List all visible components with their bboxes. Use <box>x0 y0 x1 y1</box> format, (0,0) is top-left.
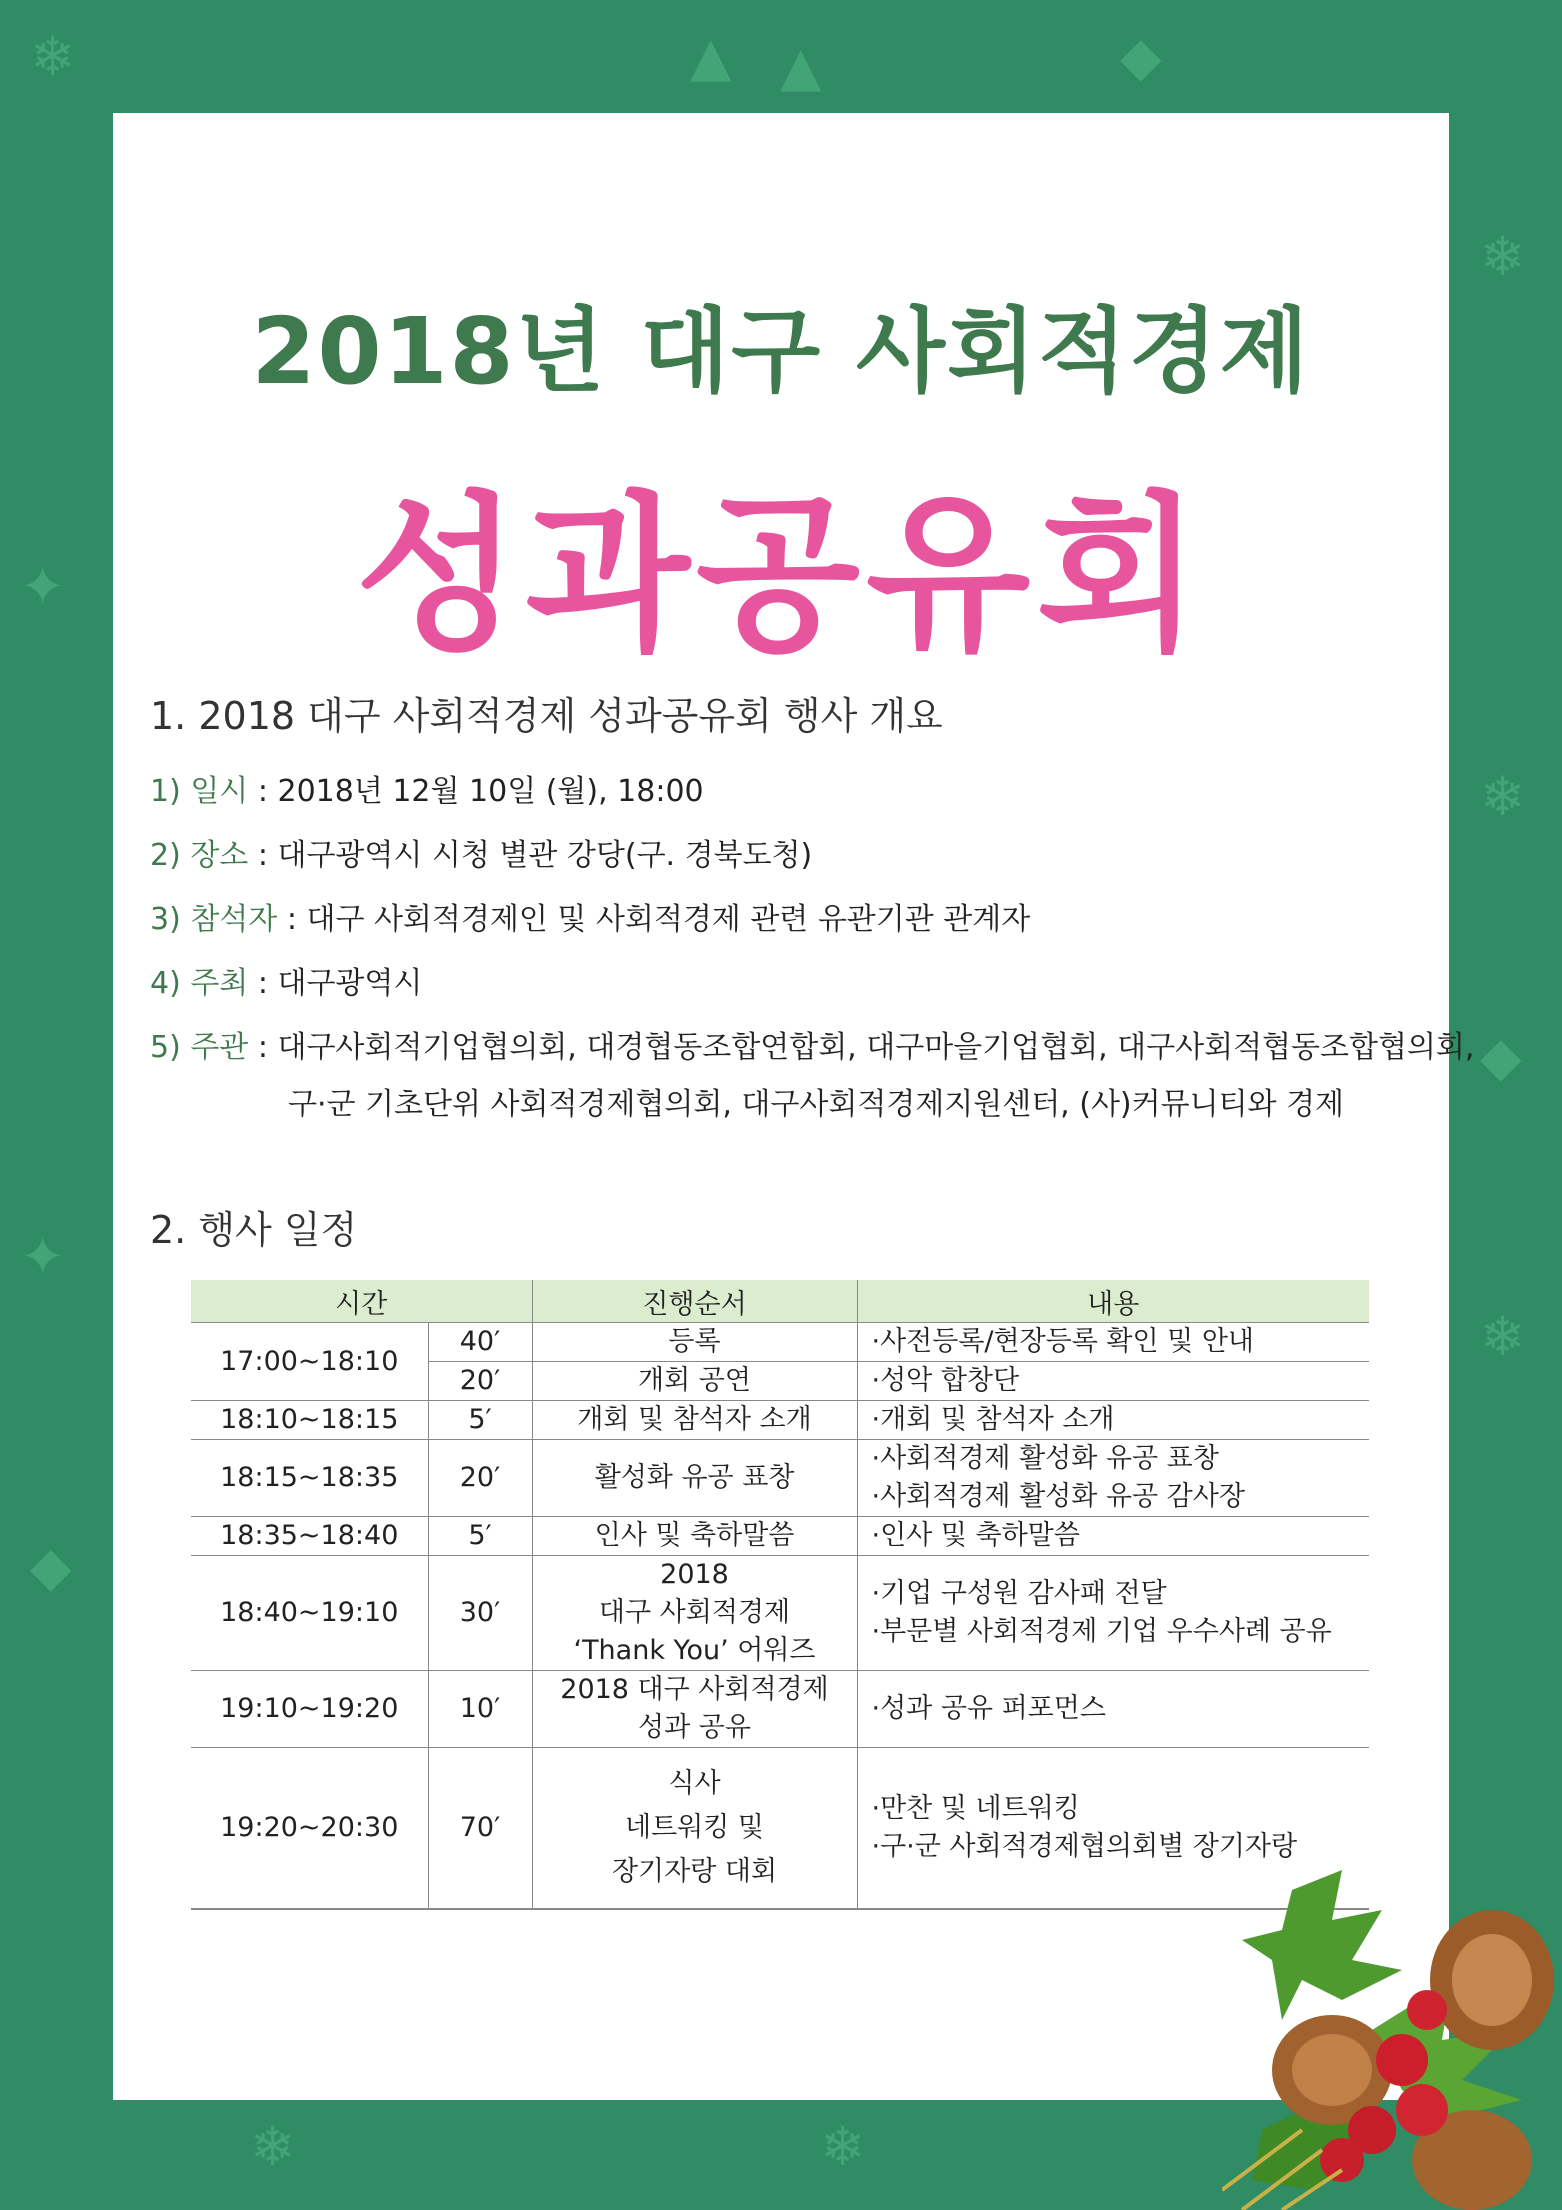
section2-heading: 2. 행사 일정 <box>150 1208 358 1252</box>
content-line: ·사회적경제 활성화 유공 표창 <box>871 1443 1219 1474</box>
program-line: 2018 대구 사회적경제 <box>560 1674 829 1705</box>
tree-icon: ▲ <box>780 35 822 98</box>
info-label: 2) 장소 <box>150 838 249 873</box>
content-cell <box>857 1556 1369 1671</box>
duration-cell: 20′ <box>428 1440 532 1517</box>
snowflake-icon: ❄ <box>1480 225 1526 288</box>
time-cell: 17:00~18:10 <box>191 1323 428 1401</box>
info-label: 4) 주최 <box>150 966 249 1001</box>
table-row <box>191 1401 1369 1440</box>
content-line: ·사회적경제 활성화 유공 감사장 <box>871 1481 1245 1512</box>
program-line: 장기자랑 대회 <box>611 1856 778 1887</box>
info-value: : 2018년 12월 10일 (월), 18:00 <box>248 774 704 809</box>
program-line: 성과 공유 <box>638 1712 751 1743</box>
duration-cell: 20′ <box>428 1362 532 1401</box>
content-line: ·부문별 사회적경제 기업 우수사례 공유 <box>871 1616 1332 1647</box>
content-cell: ·인사 및 축하말씀 <box>857 1517 1369 1556</box>
info-value: : 대구광역시 시청 별관 강당(구. 경북도청) <box>248 838 813 873</box>
table-row <box>191 1556 1369 1671</box>
content-cell <box>857 1440 1369 1517</box>
holly-icon: ✦ <box>20 555 66 618</box>
gift-icon: ◆ <box>30 1535 72 1598</box>
info-item-place <box>150 830 812 874</box>
snowflake-icon: ❄ <box>30 25 76 88</box>
program-cell: 등록 <box>532 1323 857 1362</box>
column-header-content: 내용 <box>857 1280 1369 1323</box>
time-cell: 18:40~19:10 <box>191 1556 428 1671</box>
duration-cell: 5′ <box>428 1517 532 1556</box>
info-item-organizer-cont: 구·군 기초단위 사회적경제협의회, 대구사회적경제지원센터, (사)커뮤니티와 경제 <box>288 1087 1345 1122</box>
duration-cell: 30′ <box>428 1556 532 1671</box>
program-cell: 활성화 유공 표창 <box>532 1440 857 1517</box>
info-value: : 대구광역시 <box>248 966 423 1001</box>
info-label: 1) 일시 <box>150 774 249 809</box>
program-line: 네트워킹 및 <box>625 1812 764 1843</box>
holly-icon: ✦ <box>20 1225 66 1288</box>
snowflake-icon: ❄ <box>1480 1305 1526 1368</box>
program-cell: 개회 공연 <box>532 1362 857 1401</box>
poster-paper <box>113 113 1475 2100</box>
info-item-host <box>150 958 422 1002</box>
time-cell: 18:15~18:35 <box>191 1440 428 1517</box>
info-item-attendees <box>150 894 1030 938</box>
program-line: ‘Thank You’ 어워즈 <box>573 1635 816 1666</box>
program-cell: 인사 및 축하말씀 <box>532 1517 857 1556</box>
info-label: 5) 주관 <box>150 1030 249 1065</box>
table-header-row <box>191 1280 1369 1323</box>
table-row <box>191 1671 1369 1748</box>
snowflake-icon: ❄ <box>250 2115 296 2178</box>
program-cell <box>532 1671 857 1748</box>
content-cell: ·성악 합창단 <box>857 1362 1369 1401</box>
table-row <box>191 1440 1369 1517</box>
snowflake-icon: ❄ <box>1480 765 1526 828</box>
program-cell: 개회 및 참석자 소개 <box>532 1401 857 1440</box>
program-line: 식사 <box>668 1768 721 1799</box>
schedule-table <box>191 1280 1369 1910</box>
time-cell: 19:20~20:30 <box>191 1748 428 1910</box>
table-row <box>191 1748 1369 1910</box>
info-value: : 대구사회적기업협의회, 대경협동조합연합회, 대구마을기업협회, 대구사회적협동조합협의회, <box>248 1030 1475 1065</box>
info-item-organizer <box>150 1022 1474 1066</box>
time-cell: 18:35~18:40 <box>191 1517 428 1556</box>
content-line: ·기업 구성원 감사패 전달 <box>871 1578 1167 1609</box>
info-value: : 대구 사회적경제인 및 사회적경제 관련 유관기관 관계자 <box>277 902 1031 937</box>
duration-cell: 5′ <box>428 1401 532 1440</box>
info-item-date <box>150 766 704 810</box>
column-header-time: 시간 <box>191 1280 532 1323</box>
program-cell <box>532 1748 857 1910</box>
content-cell: ·사전등록/현장등록 확인 및 안내 <box>857 1323 1369 1362</box>
table-row <box>191 1517 1369 1556</box>
time-cell: 19:10~19:20 <box>191 1671 428 1748</box>
snowflake-icon: ❄ <box>820 2115 866 2178</box>
duration-cell: 10′ <box>428 1671 532 1748</box>
title-line2: 성과공유회 <box>355 477 1207 675</box>
content-line: ·구·군 사회적경제협의회별 장기자랑 <box>871 1831 1298 1862</box>
holly-pinecone-decoration <box>1222 1830 1562 2210</box>
table-row <box>191 1323 1369 1362</box>
section1-heading: 1. 2018 대구 사회적경제 성과공유회 행사 개요 <box>150 694 943 738</box>
gift-icon: ◆ <box>1120 25 1162 88</box>
content-line: ·만찬 및 네트워킹 <box>871 1793 1080 1824</box>
column-header-program: 진행순서 <box>532 1280 857 1323</box>
time-cell: 18:10~18:15 <box>191 1401 428 1440</box>
program-line: 대구 사회적경제 <box>598 1597 791 1628</box>
title-line1: 2018년 대구 사회적경제 <box>251 298 1311 405</box>
content-cell: ·개회 및 참석자 소개 <box>857 1401 1369 1440</box>
duration-cell: 70′ <box>428 1748 532 1910</box>
content-cell: ·성과 공유 퍼포먼스 <box>857 1671 1369 1748</box>
program-line: 2018 <box>660 1559 729 1590</box>
gift-icon: ◆ <box>1480 1025 1522 1088</box>
info-label: 3) 참석자 <box>150 902 278 937</box>
tree-icon: ▲ <box>690 25 732 88</box>
duration-cell: 40′ <box>428 1323 532 1362</box>
program-cell <box>532 1556 857 1671</box>
